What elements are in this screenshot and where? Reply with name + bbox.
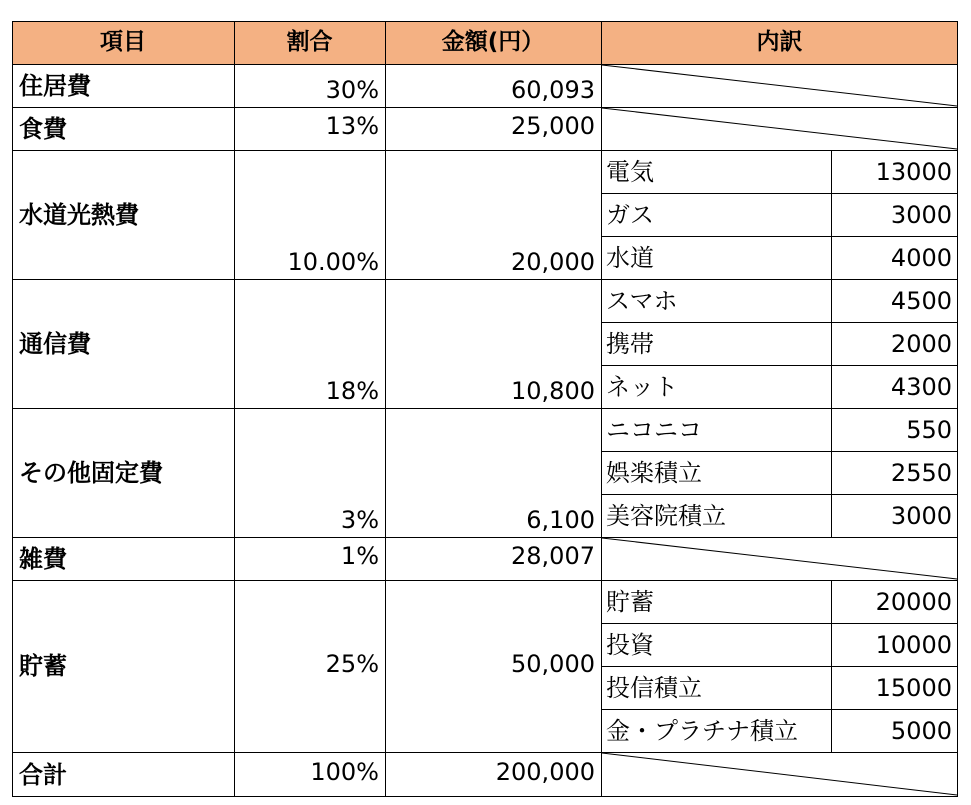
breakdown-item-name: 娯楽積立 — [606, 458, 702, 487]
breakdown-item-name: 携帯 — [606, 329, 654, 358]
category-housing: 住居費 — [19, 71, 91, 100]
diagonal-line — [602, 65, 957, 106]
grid-line — [385, 21, 386, 797]
breakdown-item-name: スマホ — [606, 286, 678, 315]
grid-line — [12, 279, 958, 280]
breakdown-item-value: 10000 — [875, 630, 952, 659]
breakdown-item-value: 3000 — [890, 501, 952, 530]
grid-line — [601, 322, 958, 323]
breakdown-item-name: 貯蓄 — [606, 587, 654, 616]
grid-line — [12, 408, 958, 409]
amount-housing: 60,093 — [511, 76, 595, 104]
breakdown-item-value: 4500 — [890, 286, 952, 315]
breakdown-item-value: 5000 — [890, 716, 952, 745]
ratio-savings: 25% — [325, 649, 379, 678]
breakdown-item-name: 投信積立 — [606, 673, 702, 702]
breakdown-item-name: ニコニコ — [606, 415, 702, 444]
amount-communication: 10,800 — [511, 377, 595, 405]
header-item: 項目 — [100, 29, 146, 55]
grid-line — [601, 365, 958, 366]
breakdown-item-name: 投資 — [606, 630, 654, 659]
grid-line — [12, 21, 958, 22]
grid-line — [12, 21, 13, 797]
header-amount: 金額(円） — [441, 29, 545, 55]
grid-line — [601, 666, 958, 667]
grid-line — [12, 796, 958, 797]
breakdown-item-value: 550 — [906, 415, 952, 444]
grid-line — [12, 64, 958, 65]
diagonal-line — [602, 108, 957, 149]
budget-table — [12, 21, 958, 797]
ratio-communication: 18% — [325, 377, 379, 405]
ratio-housing: 30% — [325, 76, 379, 104]
ratio-misc: 1% — [340, 542, 379, 570]
grid-line — [601, 494, 958, 495]
amount-total: 200,000 — [495, 758, 595, 786]
grid-line — [234, 21, 235, 797]
grid-line — [601, 451, 958, 452]
amount-savings: 50,000 — [511, 649, 595, 678]
grid-line — [12, 537, 958, 538]
breakdown-item-name: 水道 — [606, 243, 654, 272]
amount-food: 25,000 — [511, 112, 595, 140]
category-other-fixed: その他固定費 — [19, 458, 163, 487]
breakdown-item-name: ネット — [606, 372, 678, 401]
diagonal-line — [602, 538, 957, 579]
breakdown-item-name: 電気 — [606, 157, 654, 186]
amount-misc: 28,007 — [511, 542, 595, 570]
ratio-total: 100% — [310, 758, 379, 786]
category-misc: 雑費 — [19, 544, 67, 573]
amount-utilities: 20,000 — [511, 248, 595, 276]
ratio-other-fixed: 3% — [340, 506, 379, 534]
breakdown-item-name: 美容院積立 — [606, 501, 726, 530]
grid-line — [12, 150, 958, 151]
breakdown-item-name: 金・プラチナ積立 — [606, 716, 798, 745]
category-savings: 貯蓄 — [19, 652, 67, 680]
grid-line — [831, 150, 832, 279]
amount-other-fixed: 6,100 — [526, 506, 595, 534]
category-total: 合計 — [19, 760, 67, 789]
header-breakdown: 内訳 — [756, 29, 803, 55]
breakdown-item-value: 2550 — [890, 458, 952, 487]
breakdown-item-name: ガス — [606, 200, 654, 229]
grid-line — [601, 21, 602, 797]
grid-line — [601, 236, 958, 237]
category-food: 食費 — [19, 114, 67, 143]
grid-line — [12, 752, 958, 753]
grid-line — [831, 279, 832, 408]
ratio-utilities: 10.00% — [287, 248, 379, 276]
grid-line — [831, 408, 832, 537]
breakdown-item-value: 3000 — [890, 200, 952, 229]
grid-line — [12, 107, 958, 108]
diagonal-line — [602, 753, 957, 795]
header-ratio: 割合 — [286, 29, 333, 55]
grid-line — [601, 623, 958, 624]
breakdown-item-value: 2000 — [890, 329, 952, 358]
breakdown-item-value: 15000 — [875, 673, 952, 702]
breakdown-item-value: 4000 — [890, 243, 952, 272]
grid-line — [831, 580, 832, 752]
grid-line — [12, 580, 958, 581]
grid-line — [601, 193, 958, 194]
category-communication: 通信費 — [19, 329, 91, 358]
breakdown-item-value: 4300 — [890, 372, 952, 401]
ratio-food: 13% — [325, 112, 379, 140]
grid-line — [601, 709, 958, 710]
category-utilities: 水道光熱費 — [19, 200, 139, 229]
grid-line — [957, 21, 958, 797]
breakdown-item-value: 20000 — [875, 587, 952, 616]
breakdown-item-value: 13000 — [875, 157, 952, 186]
